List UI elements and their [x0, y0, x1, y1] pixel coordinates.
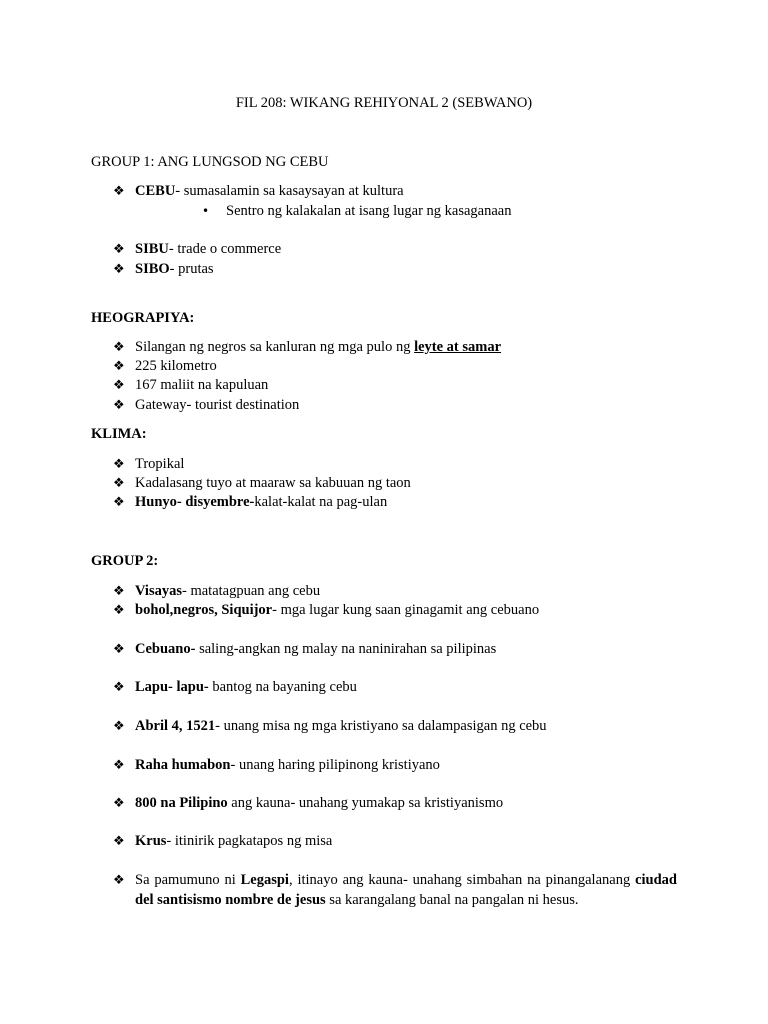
group1-heading: GROUP 1: ANG LUNGSOD NG CEBU: [91, 154, 329, 170]
list-item: ❖ Visayas- matatagpuan ang cebu: [113, 583, 321, 599]
diamond-bullet-icon: ❖: [113, 642, 125, 657]
diamond-bullet-icon: ❖: [113, 584, 125, 599]
diamond-outline-bullet-icon: ❖: [113, 495, 125, 510]
sub-list-item: • Sentro ng kalakalan at isang lugar ng kasaganaan: [202, 203, 512, 219]
diamond-outline-bullet-icon: ❖: [113, 457, 125, 472]
diamond-outline-bullet-icon: ❖: [113, 340, 125, 355]
list-item: ❖ Kadalasang tuyo at maaraw sa kabuuan ng taon: [113, 475, 411, 491]
diamond-bullet-icon: ❖: [113, 262, 125, 277]
list-item: ❖ Abril 4, 1521- unang misa ng mga kristiyano sa dalampasigan ng cebu: [113, 718, 547, 734]
diamond-bullet-icon: ❖: [113, 242, 125, 257]
list-item: ❖ Cebuano- saling-angkan ng malay na naninirahan sa pilipinas: [113, 641, 497, 657]
list-item: ❖ 800 na Pilipino ang kauna- unahang yumakap sa kristiyanismo: [113, 795, 504, 811]
diamond-bullet-icon: ❖: [113, 758, 125, 773]
list-item-paragraph: [113, 871, 677, 910]
heograpiya-heading: HEOGRAPIYA:: [91, 310, 195, 326]
list-item: ❖ Tropikal: [113, 456, 185, 472]
diamond-bullet-icon: ❖: [113, 680, 125, 695]
diamond-outline-bullet-icon: ❖: [113, 398, 125, 413]
list-item: ❖ 225 kilometro: [113, 358, 217, 374]
list-item: ❖ Hunyo- disyembre-kalat-kalat na pag-ulan: [113, 494, 388, 510]
diamond-bullet-icon: ❖: [113, 603, 125, 618]
dot-bullet-icon: •: [202, 204, 210, 218]
diamond-outline-bullet-icon: ❖: [113, 378, 125, 393]
list-item: ❖ Silangan ng negros sa kanluran ng mga pulo ng leyte at samar: [113, 339, 502, 355]
list-item: ❖ Raha humabon- unang haring pilipinong kristiyano: [113, 757, 440, 773]
diamond-bullet-icon: ❖: [113, 719, 125, 734]
list-item: ❖ 167 maliit na kapuluan: [113, 377, 269, 393]
list-item: ❖ Lapu- lapu- bantog na bayaning cebu: [113, 679, 357, 695]
diamond-bullet-icon: ❖: [113, 184, 125, 199]
paragraph-text: Sa pamumuno ni Legaspi, itinayo ang kauna- unahang simbahan na pinangalanang ciudad del santisismo nombre de jesus sa karangalang banal na pangalan ni hesus.: [135, 872, 677, 908]
diamond-bullet-icon: ❖: [113, 834, 125, 849]
diamond-bullet-icon: ❖: [113, 873, 125, 888]
diamond-bullet-icon: ❖: [113, 796, 125, 811]
list-item: ❖ Gateway- tourist destination: [113, 397, 300, 413]
diamond-outline-bullet-icon: ❖: [113, 359, 125, 374]
group2-heading: GROUP 2:: [91, 553, 159, 569]
list-item: ❖ bohol,negros, Siquijor- mga lugar kung saan ginagamit ang cebuano: [113, 602, 540, 618]
list-item: ❖ CEBU- sumasalamin sa kasaysayan at kultura: [113, 183, 404, 199]
list-item: ❖ Krus- itinirik pagkatapos ng misa: [113, 833, 333, 849]
diamond-outline-bullet-icon: ❖: [113, 476, 125, 491]
document-title: FIL 208: WIKANG REHIYONAL 2 (SEBWANO): [235, 95, 533, 111]
list-item: ❖ SIBU- trade o commerce: [113, 241, 282, 257]
klima-heading: KLIMA:: [91, 426, 147, 442]
list-item: ❖ SIBO- prutas: [113, 261, 214, 277]
